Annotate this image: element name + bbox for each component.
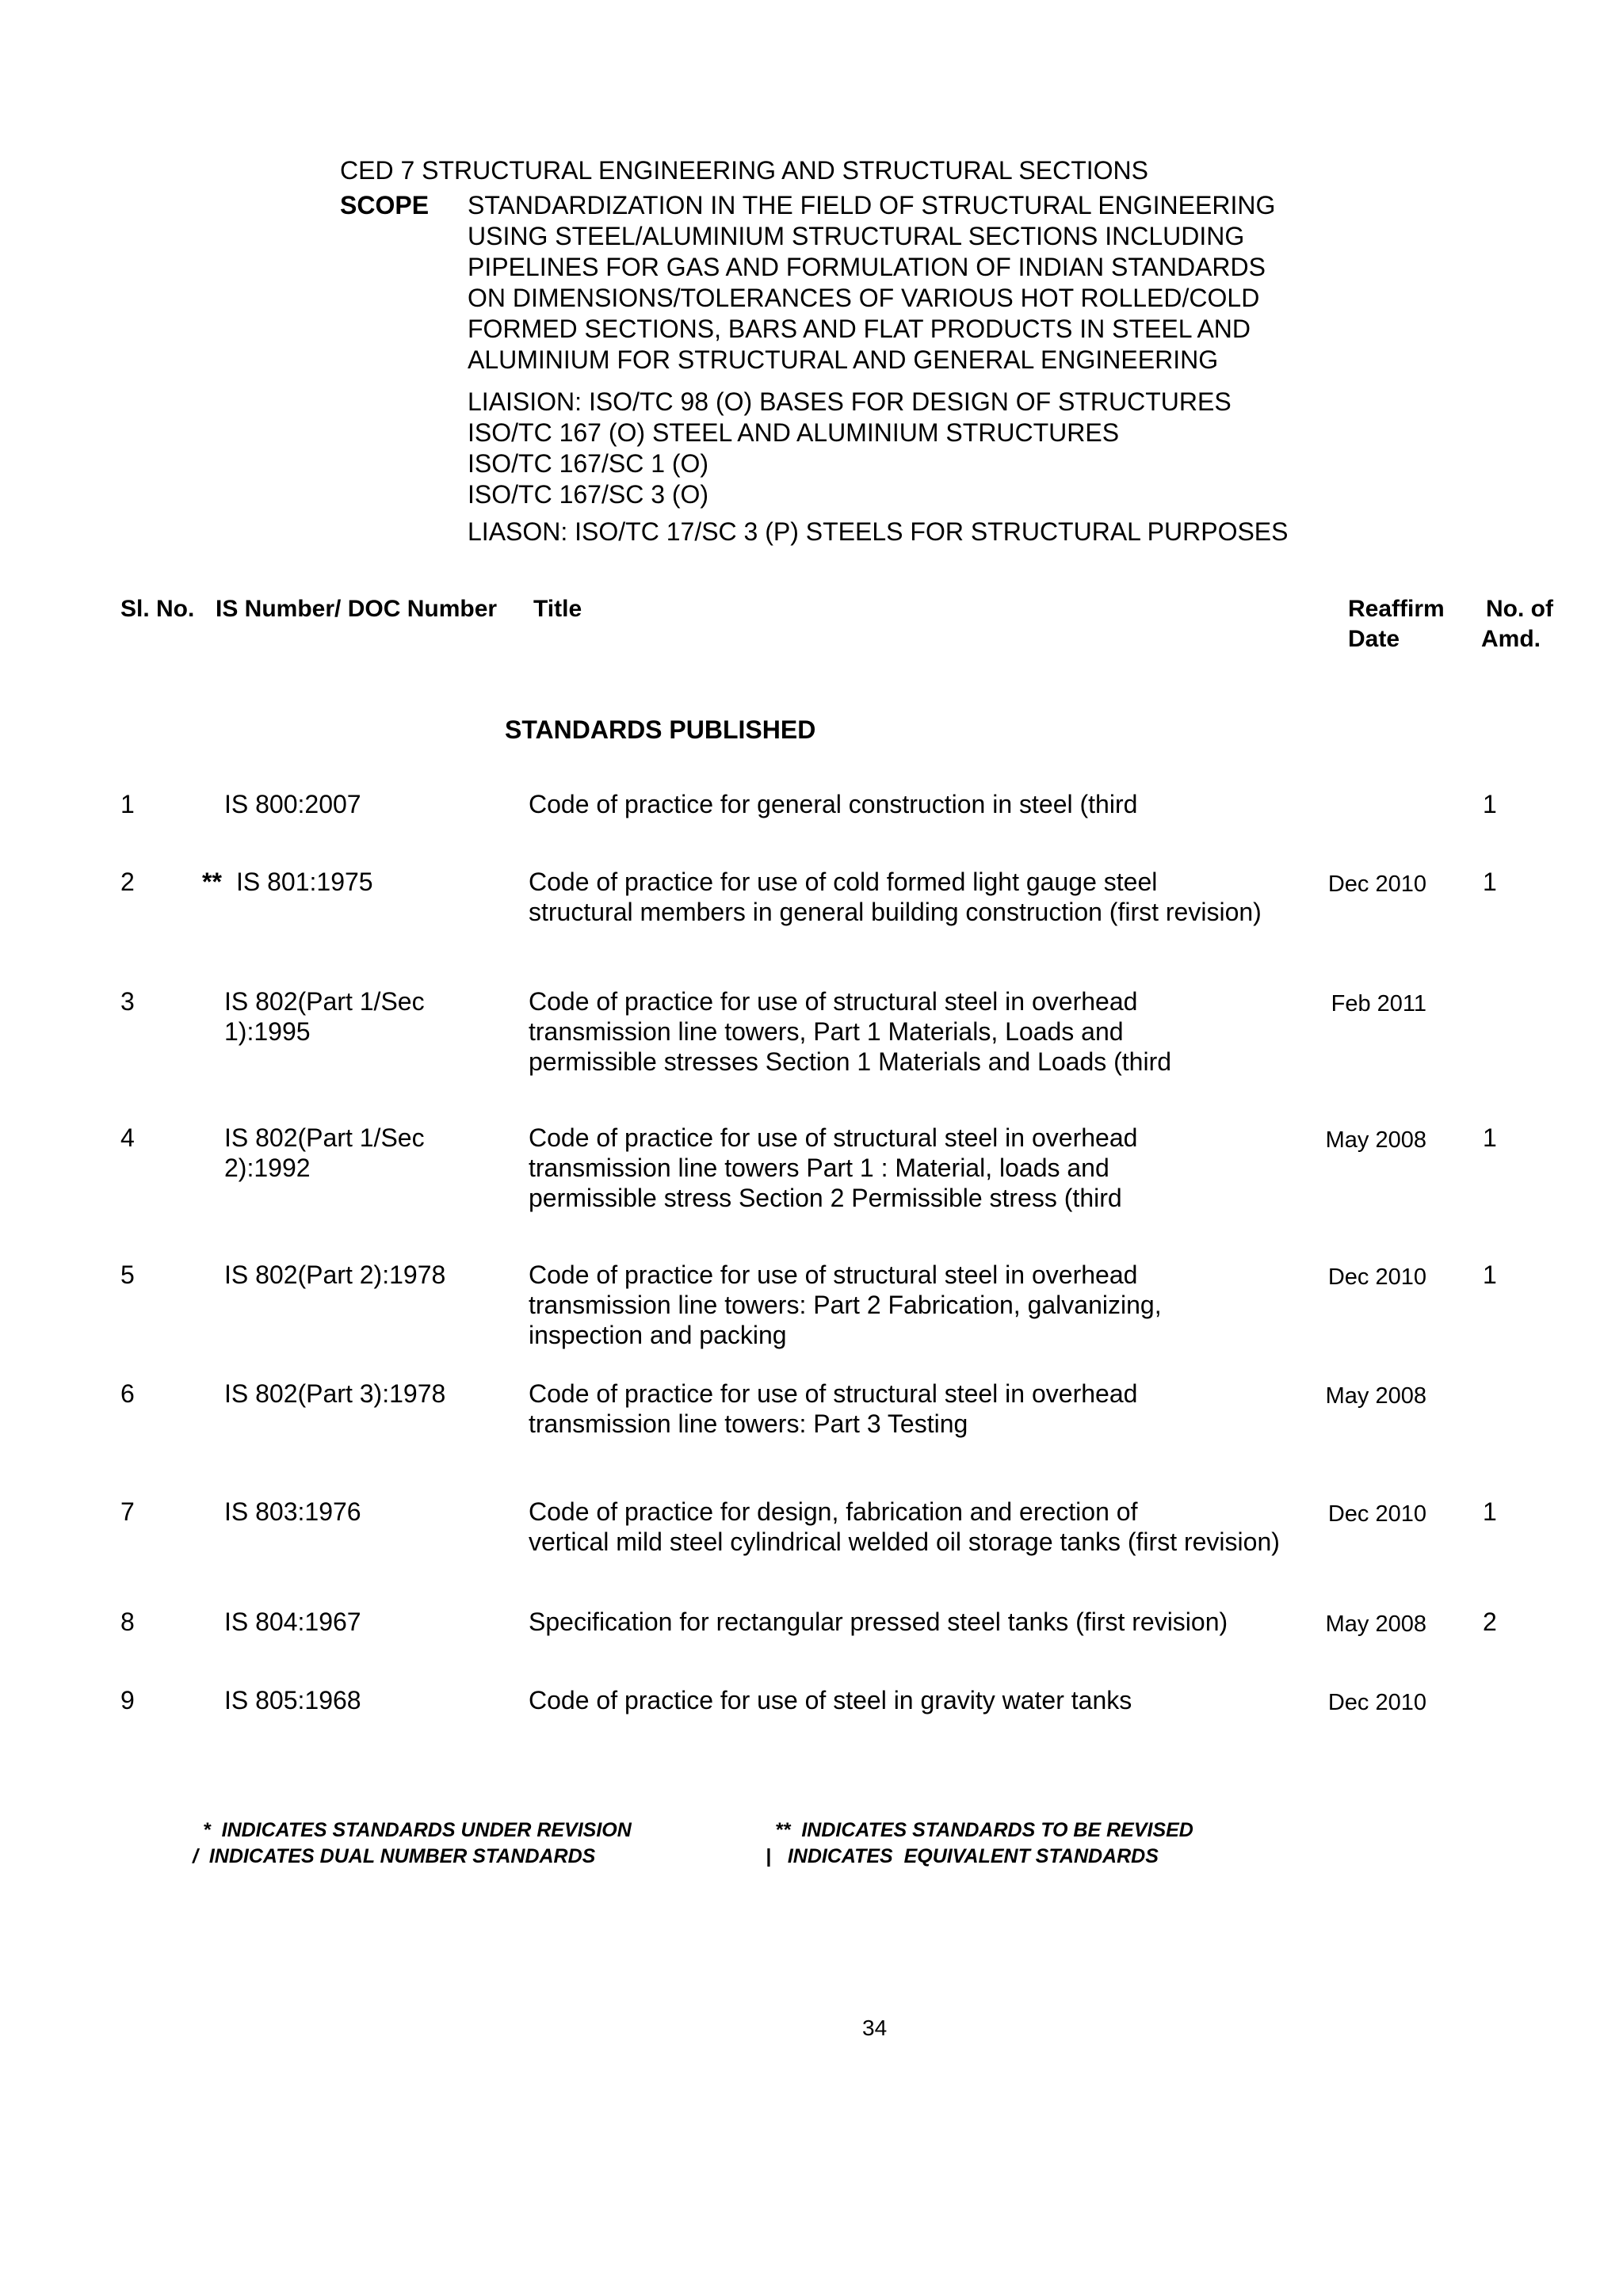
- row-is-number: [224, 1497, 361, 1527]
- scope-line: ON DIMENSIONS/TOLERANCES OF VARIOUS HOT ROLLED/COLD: [468, 284, 1260, 312]
- header-amd-line: No. of: [1486, 596, 1553, 622]
- row-title-line: Code of practice for use of cold formed light gauge steel: [529, 868, 1158, 896]
- row-amd-count: 1: [1483, 790, 1497, 818]
- row-is-number: [224, 1607, 361, 1637]
- row-title-line: transmission line towers: Part 3 Testing: [529, 1409, 968, 1438]
- row-is-number: [236, 867, 373, 897]
- row-sl-no: 3: [120, 987, 135, 1016]
- row-reaffirm-date: May 2008: [1325, 1611, 1426, 1637]
- row-reaffirm-date: Dec 2010: [1327, 871, 1426, 897]
- row-title-line: Code of practice for use of structural steel in overhead: [529, 1123, 1138, 1152]
- liaison-text: [468, 387, 1232, 510]
- row-title: [529, 789, 1137, 819]
- header-sl-no: Sl. No.: [120, 596, 195, 622]
- row-sl-no: 8: [120, 1608, 135, 1636]
- header-reaffirm: [1348, 594, 1445, 654]
- row-is-number-line: IS 801:1975: [236, 868, 373, 896]
- row-is-number: [224, 1260, 445, 1290]
- row-amd-count: 2: [1483, 1608, 1497, 1636]
- row-is-number-line: IS 800:2007: [224, 790, 361, 818]
- row-is-number-line: IS 803:1976: [224, 1497, 361, 1526]
- legend-dual-number: / INDICATES DUAL NUMBER STANDARDS: [193, 1845, 596, 1867]
- row-amd-count: 1: [1483, 1123, 1497, 1152]
- scope-line: PIPELINES FOR GAS AND FORMULATION OF INDIAN STANDARDS: [468, 253, 1266, 281]
- row-is-number-line: IS 802(Part 2):1978: [224, 1261, 446, 1289]
- row-sl-no: 9: [120, 1686, 135, 1714]
- row-reaffirm-date: Dec 2010: [1327, 1264, 1426, 1290]
- row-is-number-line: 1):1995: [224, 1017, 311, 1046]
- row-reaffirm-date: Feb 2011: [1331, 991, 1426, 1016]
- scope-line: USING STEEL/ALUMINIUM STRUCTURAL SECTIONS INCLUDING: [468, 222, 1245, 250]
- row-reaffirm-date: Dec 2010: [1327, 1501, 1426, 1527]
- row-is-number: [224, 1379, 445, 1409]
- header-title: Title: [533, 596, 582, 622]
- row-title-line: structural members in general building construction (first revision): [529, 898, 1262, 926]
- row-title-line: Code of practice for use of steel in gravity water tanks: [529, 1686, 1132, 1714]
- row-reaffirm-date: May 2008: [1325, 1127, 1426, 1153]
- row-amd-count: 1: [1483, 1497, 1497, 1526]
- row-title-line: Code of practice for use of structural steel in overhead: [529, 1379, 1138, 1408]
- row-title-line: Code of practice for general construction in steel (third: [529, 790, 1138, 818]
- row-is-number-line: IS 804:1967: [224, 1608, 361, 1636]
- row-is-number-line: IS 802(Part 1/Sec: [224, 1123, 425, 1152]
- scope-label: SCOPE: [340, 191, 430, 219]
- row-is-number: [224, 986, 425, 1047]
- row-sl-no: 4: [120, 1123, 135, 1152]
- row-title-line: Code of practice for use of structural steel in overhead: [529, 987, 1138, 1016]
- header-reaffirm-line: Reaffirm: [1348, 596, 1445, 622]
- row-reaffirm-date: May 2008: [1325, 1383, 1426, 1409]
- legend-to-be-revised: ** INDICATES STANDARDS TO BE REVISED: [775, 1819, 1193, 1841]
- scope-line: STANDARDIZATION IN THE FIELD OF STRUCTURAL ENGINEERING: [468, 191, 1276, 219]
- liaison-line: ISO/TC 167/SC 3 (O): [468, 480, 709, 509]
- row-title-line: Code of practice for use of structural steel in overhead: [529, 1261, 1138, 1289]
- row-title-line: Code of practice for design, fabrication and erection of: [529, 1497, 1138, 1526]
- row-title-line: transmission line towers: Part 2 Fabrication, galvanizing,: [529, 1291, 1162, 1319]
- row-is-number-line: IS 805:1968: [224, 1686, 361, 1714]
- row-sl-no: 7: [120, 1497, 135, 1526]
- row-is-number-line: IS 802(Part 1/Sec: [224, 987, 425, 1016]
- liaison-p-line: LIASON: ISO/TC 17/SC 3 (P) STEELS FOR STRUCTURAL PURPOSES: [468, 517, 1289, 546]
- header-amd: [1481, 594, 1553, 654]
- scope-line: ALUMINIUM FOR STRUCTURAL AND GENERAL ENGINEERING: [468, 345, 1219, 374]
- row-title-line: transmission line towers Part 1 : Material, loads and: [529, 1154, 1109, 1182]
- scope-line: FORMED SECTIONS, BARS AND FLAT PRODUCTS IN STEEL AND: [468, 315, 1251, 343]
- row-reaffirm-date: Dec 2010: [1327, 1690, 1426, 1715]
- row-sl-no: 5: [120, 1261, 135, 1289]
- row-title: [529, 1379, 1137, 1439]
- row-sl-no: 2: [120, 868, 135, 896]
- row-title: [529, 986, 1171, 1077]
- committee-heading: CED 7 STRUCTURAL ENGINEERING AND STRUCTURAL SECTIONS: [340, 156, 1148, 185]
- row-title: [529, 1260, 1162, 1350]
- liaison-line: ISO/TC 167 (O) STEEL AND ALUMINIUM STRUCTURES: [468, 418, 1120, 447]
- row-amd-count: 1: [1483, 868, 1497, 896]
- row-title-line: permissible stress Section 2 Permissible stress (third: [529, 1184, 1122, 1212]
- row-title: [529, 1607, 1228, 1637]
- liaison-line: LIAISION: ISO/TC 98 (O) BASES FOR DESIGN OF STRUCTURES: [468, 387, 1232, 416]
- row-title: [529, 867, 1262, 927]
- row-is-number-line: 2):1992: [224, 1154, 311, 1182]
- row-title-line: permissible stresses Section 1 Materials and Loads (third: [529, 1047, 1172, 1076]
- row-title: [529, 1685, 1132, 1715]
- legend-equivalent: | INDICATES EQUIVALENT STANDARDS: [766, 1845, 1159, 1867]
- row-is-number-line: IS 802(Part 3):1978: [224, 1379, 446, 1408]
- section-title: STANDARDS PUBLISHED: [505, 715, 816, 744]
- legend-under-revision: * INDICATES STANDARDS UNDER REVISION: [203, 1819, 632, 1841]
- row-title: [529, 1497, 1280, 1557]
- row-amd-count: 1: [1483, 1261, 1497, 1289]
- scope-text: [468, 190, 1275, 376]
- header-reaffirm-line: Date: [1348, 626, 1400, 652]
- header-amd-line: Amd.: [1481, 626, 1541, 652]
- row-title-line: vertical mild steel cylindrical welded oil storage tanks (first revision): [529, 1527, 1280, 1556]
- row-title-line: Specification for rectangular pressed steel tanks (first revision): [529, 1608, 1228, 1636]
- row-sl-no: 6: [120, 1379, 135, 1408]
- row-is-number: [224, 789, 361, 819]
- row-is-number: [224, 1685, 361, 1715]
- row-mark: **: [202, 868, 222, 896]
- page-number: 34: [862, 2016, 888, 2040]
- header-is-number: IS Number/ DOC Number: [216, 596, 498, 622]
- liaison-line: ISO/TC 167/SC 1 (O): [468, 449, 709, 478]
- row-title-line: inspection and packing: [529, 1321, 787, 1349]
- row-sl-no: 1: [120, 790, 135, 818]
- row-title: [529, 1123, 1137, 1213]
- row-title-line: transmission line towers, Part 1 Materials, Loads and: [529, 1017, 1124, 1046]
- row-is-number: [224, 1123, 425, 1183]
